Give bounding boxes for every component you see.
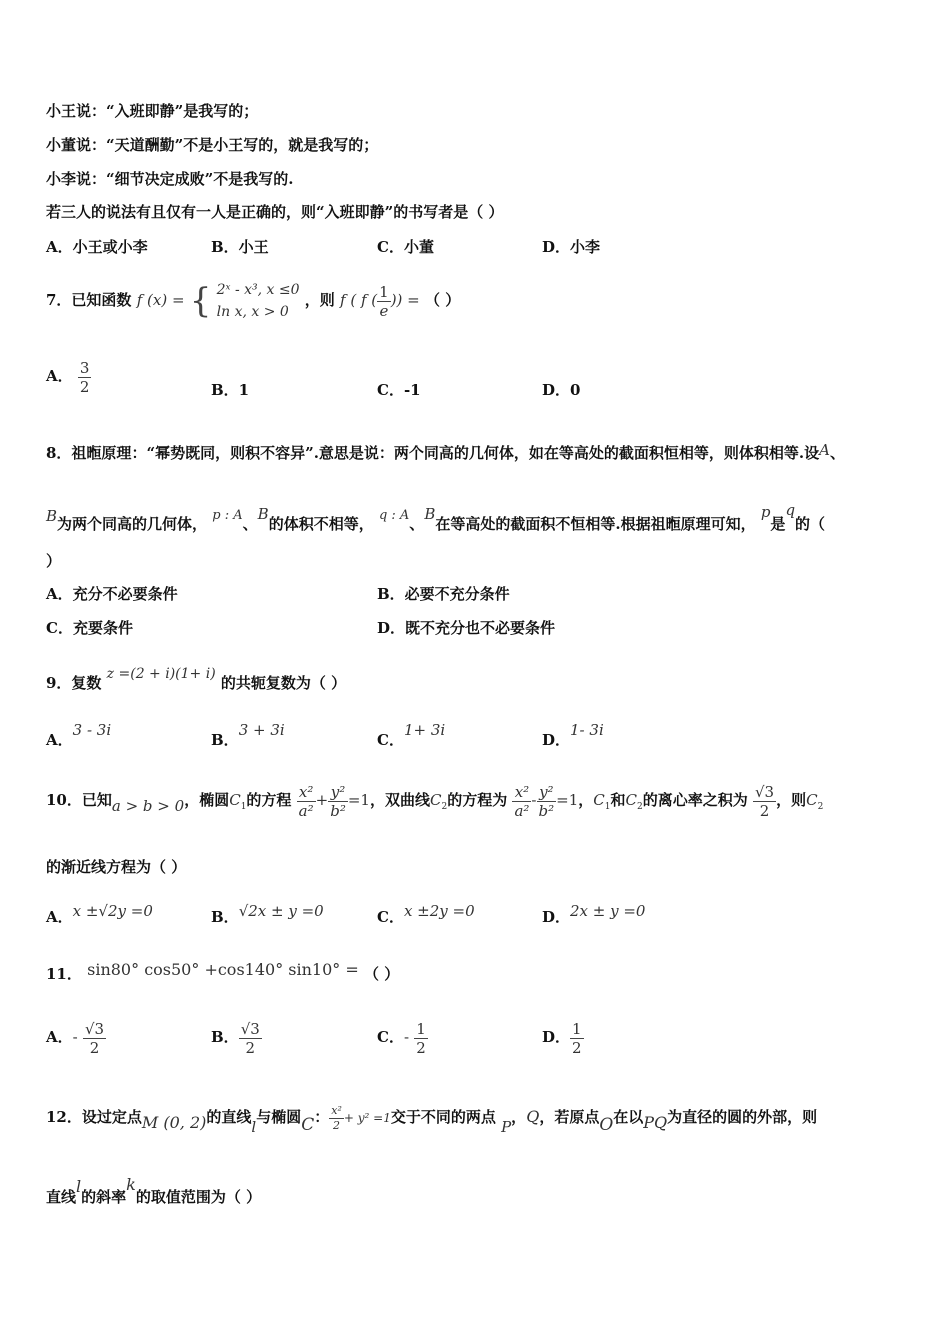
q7-a-den: 2 [79, 377, 90, 396]
q10-a2: a² [298, 801, 314, 820]
q10-frac-sqrt3-2 [753, 783, 776, 820]
q11-number: 11． [46, 965, 82, 983]
q9-text-1: 9．复数 [46, 674, 102, 692]
q12-line-l: l [251, 1118, 257, 1136]
q10-condition: a > b > 0 [111, 797, 185, 815]
statement-dong: 小董说：“天道酬勤”不是小王写的，就是我写的； [46, 136, 379, 154]
q12-text-8: 为直径的圆的外部，则 [667, 1108, 818, 1126]
q12-text-2: 的直线 [206, 1108, 252, 1126]
q10-b-value: √2x ± y =0 [238, 902, 324, 920]
q10-frac-y-b-2 [537, 783, 557, 820]
q9-b-value: 3 + 3i [238, 721, 285, 739]
q11-c-num: 1 [416, 1019, 426, 1038]
q12-text-10: 的斜率 [81, 1188, 127, 1206]
q7-piecewise [217, 279, 300, 323]
q7-expression: f ( f ( [340, 291, 378, 309]
q10-text-7: 的离心率之积为 [642, 791, 748, 809]
q8-p: p [760, 503, 771, 521]
q9-option-b [211, 712, 285, 758]
q10-b2: b² [330, 801, 346, 820]
q7-function-name: f (x) = [136, 291, 185, 309]
q8-text-2: 为两个同高的几何体， [57, 515, 208, 533]
q12-text-9: 直线 [46, 1188, 77, 1206]
q9-a-value: 3 - 3i [72, 721, 112, 739]
q7-piece-1: 2ˣ - x³, x ≤0 [216, 282, 300, 298]
q11-a-num: √3 [84, 1019, 105, 1038]
q8-set-b: B [46, 507, 58, 525]
q12-frac-x2-2 [329, 1104, 344, 1133]
question-7-stem [46, 270, 460, 330]
q12-y-term: + y² =1 [343, 1111, 391, 1125]
q12-comma: ， [511, 1108, 527, 1126]
q10-c2-ref-2: C [806, 791, 818, 809]
q10-text-2: ，椭圆 [184, 791, 230, 809]
q11-option-c [377, 1015, 428, 1059]
q9-text-2: 的共轭复数为（ ） [220, 674, 347, 692]
q10-ellipse-c1: C [229, 791, 241, 809]
q8-text-6: 在等高处的截面积不恒相等.根据祖暅原理可知， [435, 515, 756, 533]
q8-q: q [785, 501, 796, 519]
q10-option-d [542, 893, 645, 935]
q10-b-label: B． [211, 908, 239, 926]
q8-text-4: 的体积不相等， [268, 515, 374, 533]
q10-frac-x-a-2 [512, 783, 531, 820]
q8-option-a: A．充分不必要条件 [46, 585, 178, 603]
q7-fraction-1-over-e [377, 283, 391, 320]
question-12-line-2 [46, 1165, 261, 1217]
q11-d-num: 1 [572, 1019, 582, 1038]
q11-c-den: 2 [416, 1038, 426, 1057]
q8-option-c: C．充要条件 [46, 619, 133, 637]
piecewise-brace: { [189, 281, 212, 321]
q8-set-b-3: B [424, 505, 436, 523]
q12-slope-k: k [126, 1175, 136, 1194]
q11-b-num: √3 [240, 1019, 260, 1038]
q11-d-label: D． [542, 1028, 571, 1046]
q12-line-l-2: l [76, 1177, 82, 1196]
q10-eq-1: =1 [347, 791, 370, 809]
q10-a-value: x ±√2y =0 [72, 902, 153, 920]
q10-text-1: 10．已知 [46, 791, 112, 809]
q8-text-3: 、 [242, 515, 258, 533]
q9-a-label: A． [46, 731, 73, 749]
question-8-line-2 [46, 492, 825, 542]
q7-expression-end: )) = [390, 291, 420, 309]
q10-y2-b: y² [537, 783, 557, 802]
q9-complex-z: z =(2 + i)(1+ i) [106, 666, 216, 682]
question-9-stem [46, 656, 346, 701]
q6-option-c: C．小董 [377, 238, 434, 256]
q12-text-4: 交于不同的两点 [390, 1108, 496, 1126]
q8-option-b: B．必要不充分条件 [377, 585, 510, 603]
q10-option-c [377, 893, 475, 935]
q7-a-num: 3 [79, 358, 90, 377]
q10-minus: - [531, 791, 537, 809]
q7-option-a [46, 354, 91, 398]
q10-text-6: ， [578, 791, 594, 809]
q11-option-b [211, 1015, 262, 1059]
q7-option-b: B．1 [211, 381, 250, 399]
q11-expression: sin80° cos50° +cos140° sin10° = [87, 960, 359, 979]
q6-option-d: D．小李 [542, 238, 601, 256]
q12-point-q: Q [526, 1107, 540, 1126]
q12-segment-pq: PQ [643, 1113, 668, 1132]
q9-b-label: B． [211, 731, 239, 749]
statement-li: 小李说：“细节决定成败”不是我写的. [46, 170, 294, 188]
q12-text-7: 在以 [613, 1108, 644, 1126]
q7-option-d: D．0 [542, 381, 581, 399]
q11-b-den: 2 [245, 1038, 256, 1057]
q7-answer-bracket: （ ） [424, 291, 461, 309]
q10-eq-1-b: =1 [556, 791, 579, 809]
q6-option-a: A．小王或小李 [46, 238, 148, 256]
q12-text-3: 与椭圆 [256, 1108, 302, 1126]
q12-point-p: P [501, 1118, 512, 1136]
q9-c-label: C． [377, 731, 404, 749]
q12-text-1: 12．设过定点 [46, 1108, 142, 1126]
q10-hyperbola-c2: C [429, 791, 442, 809]
q10-sqrt3: √3 [754, 782, 775, 801]
q10-text-8: ，则 [776, 791, 807, 809]
q11-b-frac [239, 1020, 262, 1057]
q11-d-frac [570, 1020, 584, 1057]
q11-option-a [46, 1015, 106, 1059]
q10-d-label: D． [542, 908, 571, 926]
q10-text-5: 的方程为 [447, 791, 508, 809]
q12-colon: ： [314, 1108, 330, 1126]
q9-option-a [46, 712, 111, 758]
q10-text-4: ，双曲线 [369, 791, 430, 809]
q10-y2: y² [328, 783, 348, 802]
q8-text-5: 、 [409, 515, 425, 533]
q8-proposition-q: q : A [378, 508, 410, 523]
q8-set-a: A [819, 441, 830, 459]
q8-set-b-2: B [257, 505, 269, 523]
q11-a-den: 2 [89, 1038, 100, 1057]
q10-text-3: 的方程 [246, 791, 292, 809]
q8-text-1: 8．祖暅原理：“幂势既同，则积不容异”.意思是说：两个同高的几何体，如在等高处的截面积恒相等，则体积相等.设 [46, 444, 820, 462]
q9-d-label: D． [542, 731, 571, 749]
q10-option-a [46, 893, 153, 935]
q8-proposition-p: p : A [212, 508, 243, 523]
q10-c1-ref: C [593, 791, 605, 809]
q11-a-frac [83, 1020, 106, 1057]
q11-a-label: A． [46, 1028, 73, 1046]
q12-text-6: ，若原点 [539, 1108, 600, 1126]
q11-d-den: 2 [572, 1038, 582, 1057]
q7-option-c: C．-1 [377, 381, 421, 399]
q7-piece-2: ln x, x > 0 [216, 304, 289, 320]
question-6-stem: 若三人的说法有且仅有一人是正确的，则“入班即静”的书写者是（ ） [46, 203, 504, 221]
statement-wang: 小王说：“入班即静”是我写的； [46, 102, 259, 120]
question-8-line-1 [46, 440, 845, 463]
q11-c-frac [414, 1020, 428, 1057]
q10-a-label: A． [46, 908, 73, 926]
q8-text-7: 是 [770, 515, 786, 533]
q7-frac-numerator: 1 [379, 282, 389, 301]
q6-option-b: B．小王 [211, 238, 269, 256]
q11-b-label: B． [211, 1028, 239, 1046]
question-10-line-1: 10．已知a > b > 0，椭圆$C_1$的方程 $\frac{\text{x²}}{\text{a²}}$ + $\frac{\text{y²}}{\text{b²}}$ =1，双曲线$C_2$的方程为 $\frac{\text{x²}}{\text{a²}}$ - $\frac{\text{y²}}{\text{b²}}$ =1，$C_1$和$C_2$的离心率之积为 $\frac{√3}{2}$ ，则$C_2$ [46, 782, 824, 820]
q10-d-value: 2x ± y =0 [570, 902, 646, 920]
q12-text-11: 的取值范围为（ ） [135, 1188, 262, 1206]
q10-frac-x-a [297, 783, 316, 820]
q10-c-value: x ±2y =0 [403, 902, 475, 920]
q12-point-m: M (0, 2) [141, 1113, 207, 1132]
q8-option-d: D．既不充分也不必要条件 [377, 619, 556, 637]
q10-two: 2 [759, 801, 770, 820]
question-12-line-1 [46, 1092, 817, 1152]
q11-c-label: C． [377, 1028, 404, 1046]
q10-option-b [211, 893, 324, 935]
q9-c-value: 1+ 3i [403, 721, 446, 739]
q10-b2-b: b² [538, 801, 555, 820]
q11-a-sign: - [72, 1028, 78, 1046]
q10-plus: + [315, 791, 329, 809]
q11-c-sign: - [403, 1028, 410, 1046]
q12-origin-o: O [599, 1115, 614, 1135]
q12-x2: x² [331, 1103, 342, 1117]
q9-option-c [377, 712, 445, 758]
q10-c-label: C． [377, 908, 404, 926]
q8-text-8: 的（ [795, 515, 826, 533]
q10-x2: x² [297, 783, 316, 802]
question-11-stem [46, 952, 399, 992]
q11-bracket: （ ） [364, 965, 400, 983]
q9-d-value: 1- 3i [570, 721, 604, 739]
q12-ellipse-c: C [301, 1115, 315, 1135]
q10-c2-ref: C [625, 791, 637, 809]
q10-and: 和 [610, 791, 626, 809]
q11-option-d [542, 1015, 584, 1059]
q10-a2-b: a² [514, 801, 530, 820]
question-10-line-2: 的渐近线方程为（ ） [46, 858, 187, 876]
question-8-line-3: ） [46, 552, 62, 570]
q7-connector: ，则 [304, 291, 335, 309]
q12-two: 2 [333, 1118, 341, 1132]
q8-separator: 、 [830, 444, 846, 462]
q10-x2-b: x² [512, 783, 531, 802]
q7-a-label: A． [46, 367, 73, 385]
q9-option-d [542, 712, 604, 758]
q10-frac-y-b [328, 783, 348, 820]
q7-frac-denominator: e [379, 301, 389, 320]
q7-prefix: 7．已知函数 [46, 291, 132, 309]
q7-a-fraction [78, 359, 92, 396]
